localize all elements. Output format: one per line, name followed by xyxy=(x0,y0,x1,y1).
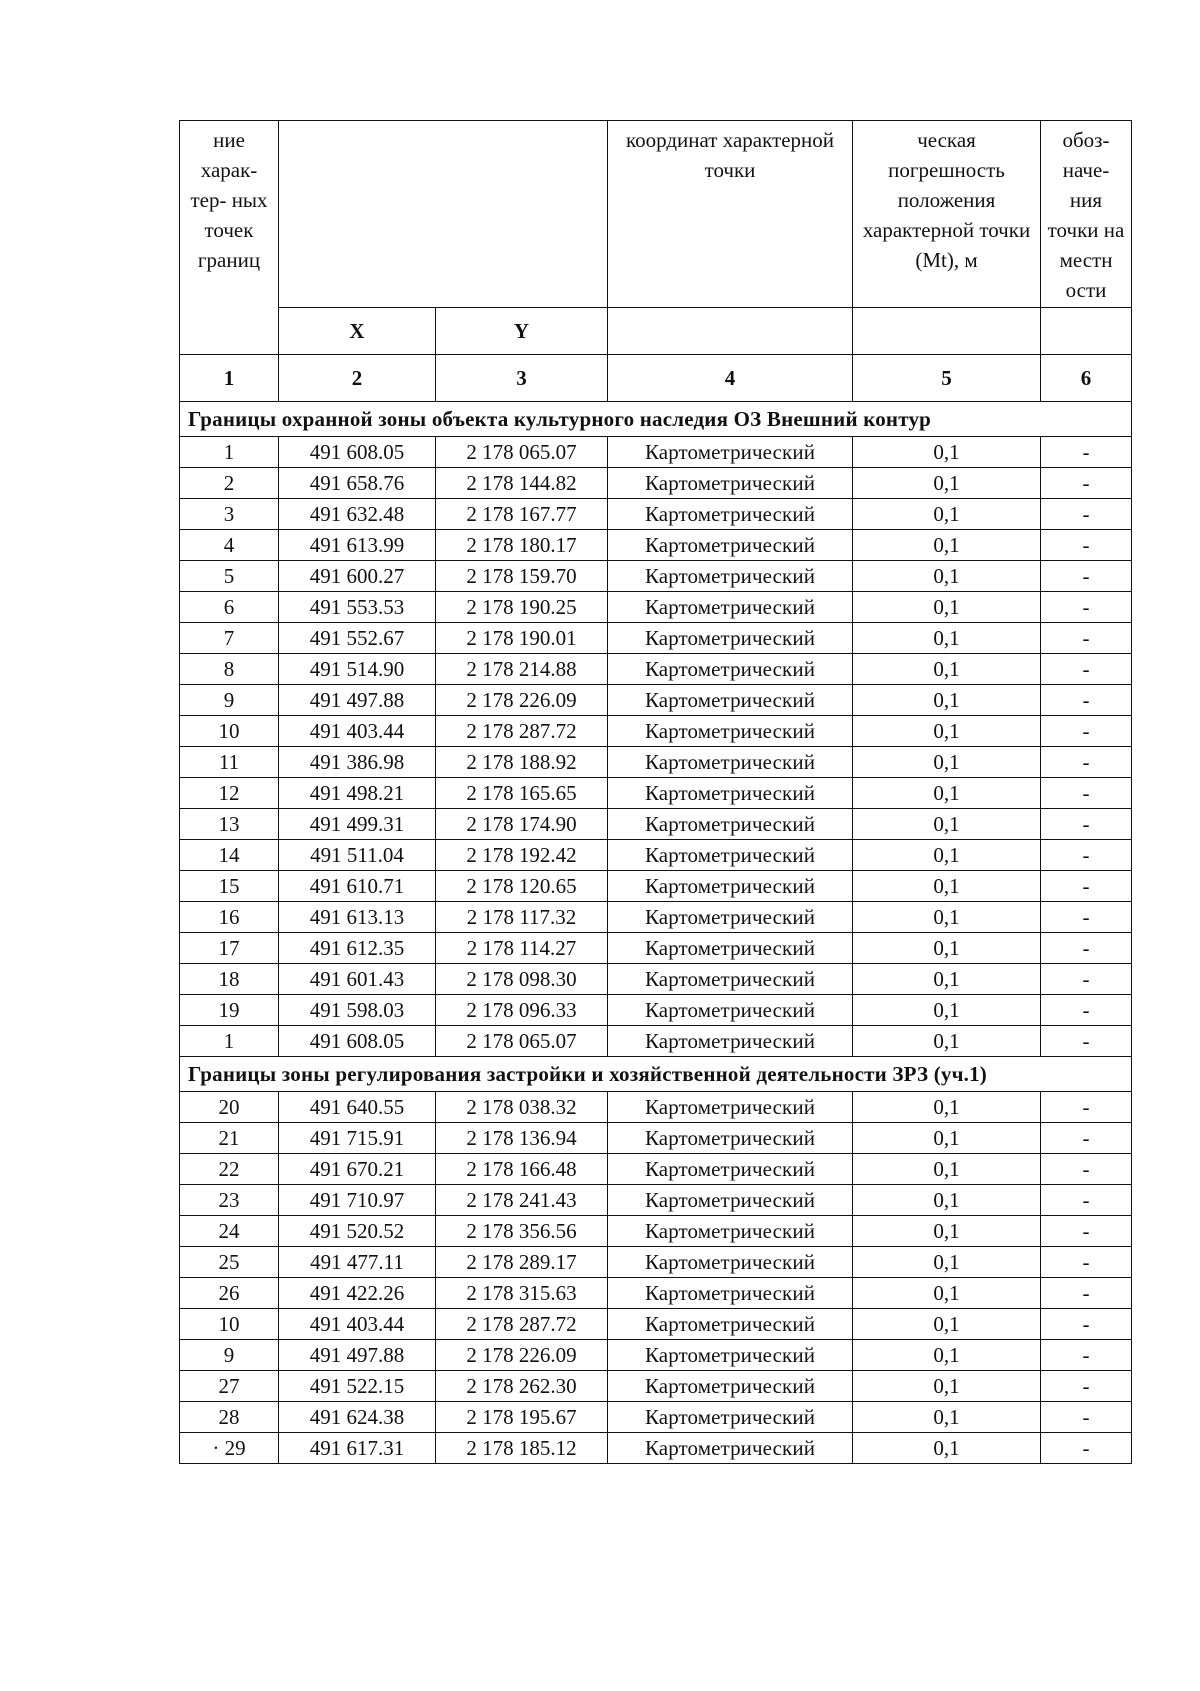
accuracy-cell: 0,1 xyxy=(853,840,1041,871)
y-coordinate-cell: 2 178 117.32 xyxy=(436,902,608,933)
marking-cell: - xyxy=(1041,809,1132,840)
point-number-cell: 12 xyxy=(180,778,279,809)
y-coordinate-cell: 2 178 226.09 xyxy=(436,685,608,716)
y-coordinate-cell: 2 178 226.09 xyxy=(436,1340,608,1371)
point-number-cell: 3 xyxy=(180,499,279,530)
table-row xyxy=(180,1123,1132,1154)
method-cell: Картометрический xyxy=(608,1402,853,1433)
marking-cell: - xyxy=(1041,1433,1132,1464)
point-number-cell: 17 xyxy=(180,933,279,964)
accuracy-cell: 0,1 xyxy=(853,530,1041,561)
method-cell: Картометрический xyxy=(608,964,853,995)
marking-cell: - xyxy=(1041,840,1132,871)
marking-cell: - xyxy=(1041,778,1132,809)
accuracy-cell: 0,1 xyxy=(853,964,1041,995)
point-number-cell: 23 xyxy=(180,1185,279,1216)
accuracy-cell: 0,1 xyxy=(853,561,1041,592)
point-number-cell: 2 xyxy=(180,468,279,499)
marking-cell: - xyxy=(1041,1185,1132,1216)
marking-cell: - xyxy=(1041,623,1132,654)
point-number-cell: 16 xyxy=(180,902,279,933)
point-number-cell: 19 xyxy=(180,995,279,1026)
method-cell: Картометрический xyxy=(608,902,853,933)
accuracy-cell: 0,1 xyxy=(853,623,1041,654)
x-coordinate-cell: 491 715.91 xyxy=(279,1123,436,1154)
accuracy-cell: 0,1 xyxy=(853,1185,1041,1216)
y-coordinate-cell: 2 178 190.01 xyxy=(436,623,608,654)
marking-cell: - xyxy=(1041,1402,1132,1433)
table-row xyxy=(180,1278,1132,1309)
accuracy-cell: 0,1 xyxy=(853,902,1041,933)
y-coordinate-cell: 2 178 174.90 xyxy=(436,809,608,840)
x-coordinate-cell: 491 386.98 xyxy=(279,747,436,778)
method-cell: Картометрический xyxy=(608,1340,853,1371)
table-row xyxy=(180,809,1132,840)
point-number-cell: 25 xyxy=(180,1247,279,1278)
table-row xyxy=(180,716,1132,747)
marking-cell: - xyxy=(1041,902,1132,933)
x-coordinate-cell: 491 600.27 xyxy=(279,561,436,592)
table-row xyxy=(180,1092,1132,1123)
point-number-cell: 28 xyxy=(180,1402,279,1433)
marking-cell: - xyxy=(1041,1247,1132,1278)
y-coordinate-cell: 2 178 159.70 xyxy=(436,561,608,592)
y-coordinate-cell: 2 178 166.48 xyxy=(436,1154,608,1185)
y-coordinate-cell: 2 178 165.65 xyxy=(436,778,608,809)
method-cell: Картометрический xyxy=(608,1278,853,1309)
y-coordinate-cell: 2 178 114.27 xyxy=(436,933,608,964)
table-row xyxy=(180,437,1132,468)
accuracy-cell: 0,1 xyxy=(853,1278,1041,1309)
y-coordinate-cell: 2 178 356.56 xyxy=(436,1216,608,1247)
accuracy-cell: 0,1 xyxy=(853,995,1041,1026)
header-marking: обоз- наче- ния точки на местн ости xyxy=(1041,121,1132,308)
marking-cell: - xyxy=(1041,1092,1132,1123)
table-row xyxy=(180,623,1132,654)
accuracy-cell: 0,1 xyxy=(853,747,1041,778)
point-number-cell: 4 xyxy=(180,530,279,561)
x-coordinate-cell: 491 522.15 xyxy=(279,1371,436,1402)
table-row xyxy=(180,654,1132,685)
y-coordinate-cell: 2 178 065.07 xyxy=(436,437,608,468)
table-row xyxy=(180,1340,1132,1371)
point-number-cell: 13 xyxy=(180,809,279,840)
accuracy-cell: 0,1 xyxy=(853,654,1041,685)
accuracy-cell: 0,1 xyxy=(853,1402,1041,1433)
y-coordinate-cell: 2 178 188.92 xyxy=(436,747,608,778)
x-coordinate-cell: 491 403.44 xyxy=(279,1309,436,1340)
point-number-cell: 10 xyxy=(180,1309,279,1340)
accuracy-cell: 0,1 xyxy=(853,1371,1041,1402)
x-coordinate-cell: 491 477.11 xyxy=(279,1247,436,1278)
marking-cell: - xyxy=(1041,1026,1132,1057)
accuracy-cell: 0,1 xyxy=(853,1026,1041,1057)
y-coordinate-cell: 2 178 214.88 xyxy=(436,654,608,685)
column-number: 3 xyxy=(436,355,608,402)
header-accuracy: ческая погрешность положения характерной точки (Mt), м xyxy=(853,121,1041,308)
table-row xyxy=(180,1026,1132,1057)
y-coordinate-cell: 2 178 120.65 xyxy=(436,871,608,902)
marking-cell: - xyxy=(1041,964,1132,995)
marking-cell: - xyxy=(1041,685,1132,716)
x-coordinate-cell: 491 610.71 xyxy=(279,871,436,902)
point-number-cell: 22 xyxy=(180,1154,279,1185)
x-coordinate-cell: 491 598.03 xyxy=(279,995,436,1026)
method-cell: Картометрический xyxy=(608,1026,853,1057)
table-row xyxy=(180,778,1132,809)
y-coordinate-cell: 2 178 287.72 xyxy=(436,716,608,747)
accuracy-cell: 0,1 xyxy=(853,1433,1041,1464)
y-coordinate-cell: 2 178 262.30 xyxy=(436,1371,608,1402)
table-row xyxy=(180,1185,1132,1216)
point-number-cell: 27 xyxy=(180,1371,279,1402)
method-cell: Картометрический xyxy=(608,592,853,623)
accuracy-cell: 0,1 xyxy=(853,592,1041,623)
accuracy-cell: 0,1 xyxy=(853,933,1041,964)
method-cell: Картометрический xyxy=(608,437,853,468)
column-number: 5 xyxy=(853,355,1041,402)
section-title: Границы зоны регулирования застройки и хозяйственной деятельности ЗРЗ (уч.1) xyxy=(180,1057,1132,1092)
x-coordinate-cell: 491 497.88 xyxy=(279,685,436,716)
x-coordinate-cell: 491 553.53 xyxy=(279,592,436,623)
point-number-cell: 20 xyxy=(180,1092,279,1123)
marking-cell: - xyxy=(1041,561,1132,592)
x-coordinate-cell: 491 658.76 xyxy=(279,468,436,499)
column-number-row xyxy=(180,355,1132,402)
accuracy-cell: 0,1 xyxy=(853,1123,1041,1154)
y-coordinate-cell: 2 178 289.17 xyxy=(436,1247,608,1278)
method-cell: Картометрический xyxy=(608,871,853,902)
point-number-cell: 26 xyxy=(180,1278,279,1309)
table-row xyxy=(180,1433,1132,1464)
accuracy-cell: 0,1 xyxy=(853,809,1041,840)
method-cell: Картометрический xyxy=(608,468,853,499)
table-row xyxy=(180,530,1132,561)
point-number-cell: 1 xyxy=(180,1026,279,1057)
y-coordinate-cell: 2 178 144.82 xyxy=(436,468,608,499)
point-number-cell: 11 xyxy=(180,747,279,778)
marking-cell: - xyxy=(1041,1309,1132,1340)
accuracy-cell: 0,1 xyxy=(853,1247,1041,1278)
point-number-cell: 10 xyxy=(180,716,279,747)
x-coordinate-cell: 491 497.88 xyxy=(279,1340,436,1371)
y-coordinate-cell: 2 178 136.94 xyxy=(436,1123,608,1154)
header-y: Y xyxy=(436,308,608,355)
point-number-cell: 7 xyxy=(180,623,279,654)
table-row xyxy=(180,1247,1132,1278)
method-cell: Картометрический xyxy=(608,654,853,685)
marking-cell: - xyxy=(1041,530,1132,561)
x-coordinate-cell: 491 624.38 xyxy=(279,1402,436,1433)
x-coordinate-cell: 491 601.43 xyxy=(279,964,436,995)
point-number-cell: 9 xyxy=(180,685,279,716)
x-coordinate-cell: 491 613.13 xyxy=(279,902,436,933)
x-coordinate-cell: 491 498.21 xyxy=(279,778,436,809)
accuracy-cell: 0,1 xyxy=(853,778,1041,809)
column-number: 2 xyxy=(279,355,436,402)
method-cell: Картометрический xyxy=(608,1216,853,1247)
section-title-row xyxy=(180,1057,1132,1092)
x-coordinate-cell: 491 608.05 xyxy=(279,437,436,468)
method-cell: Картометрический xyxy=(608,716,853,747)
point-number-cell: 18 xyxy=(180,964,279,995)
accuracy-cell: 0,1 xyxy=(853,1340,1041,1371)
y-coordinate-cell: 2 178 195.67 xyxy=(436,1402,608,1433)
x-coordinate-cell: 491 403.44 xyxy=(279,716,436,747)
accuracy-cell: 0,1 xyxy=(853,1092,1041,1123)
marking-cell: - xyxy=(1041,437,1132,468)
marking-cell: - xyxy=(1041,1123,1132,1154)
x-coordinate-cell: 491 422.26 xyxy=(279,1278,436,1309)
method-cell: Картометрический xyxy=(608,840,853,871)
header-blank-5 xyxy=(853,308,1041,355)
x-coordinate-cell: 491 520.52 xyxy=(279,1216,436,1247)
y-coordinate-cell: 2 178 192.42 xyxy=(436,840,608,871)
header-x: X xyxy=(279,308,436,355)
x-coordinate-cell: 491 670.21 xyxy=(279,1154,436,1185)
accuracy-cell: 0,1 xyxy=(853,468,1041,499)
marking-cell: - xyxy=(1041,747,1132,778)
x-coordinate-cell: 491 640.55 xyxy=(279,1092,436,1123)
point-number-cell: 21 xyxy=(180,1123,279,1154)
method-cell: Картометрический xyxy=(608,1247,853,1278)
x-coordinate-cell: 491 499.31 xyxy=(279,809,436,840)
header-xy-row xyxy=(180,308,1132,355)
table-row xyxy=(180,933,1132,964)
method-cell: Картометрический xyxy=(608,530,853,561)
section-title-row xyxy=(180,402,1132,437)
marking-cell: - xyxy=(1041,1371,1132,1402)
y-coordinate-cell: 2 178 185.12 xyxy=(436,1433,608,1464)
marking-cell: - xyxy=(1041,1340,1132,1371)
y-coordinate-cell: 2 178 180.17 xyxy=(436,530,608,561)
accuracy-cell: 0,1 xyxy=(853,1216,1041,1247)
accuracy-cell: 0,1 xyxy=(853,685,1041,716)
table-row xyxy=(180,1402,1132,1433)
column-number: 6 xyxy=(1041,355,1132,402)
marking-cell: - xyxy=(1041,499,1132,530)
table-row xyxy=(180,871,1132,902)
table-row xyxy=(180,1371,1132,1402)
y-coordinate-cell: 2 178 190.25 xyxy=(436,592,608,623)
y-coordinate-cell: 2 178 167.77 xyxy=(436,499,608,530)
x-coordinate-cell: 491 514.90 xyxy=(279,654,436,685)
method-cell: Картометрический xyxy=(608,499,853,530)
method-cell: Картометрический xyxy=(608,1371,853,1402)
y-coordinate-cell: 2 178 096.33 xyxy=(436,995,608,1026)
section-title: Границы охранной зоны объекта культурного наследия ОЗ Внешний контур xyxy=(180,402,1132,437)
marking-cell: - xyxy=(1041,933,1132,964)
marking-cell: - xyxy=(1041,654,1132,685)
y-coordinate-cell: 2 178 038.32 xyxy=(436,1092,608,1123)
method-cell: Картометрический xyxy=(608,1185,853,1216)
x-coordinate-cell: 491 710.97 xyxy=(279,1185,436,1216)
x-coordinate-cell: 491 608.05 xyxy=(279,1026,436,1057)
y-coordinate-cell: 2 178 065.07 xyxy=(436,1026,608,1057)
column-number: 4 xyxy=(608,355,853,402)
y-coordinate-cell: 2 178 287.72 xyxy=(436,1309,608,1340)
header-row xyxy=(180,121,1132,308)
method-cell: Картометрический xyxy=(608,933,853,964)
x-coordinate-cell: 491 552.67 xyxy=(279,623,436,654)
point-number-cell: 1 xyxy=(180,437,279,468)
accuracy-cell: 0,1 xyxy=(853,716,1041,747)
table-row xyxy=(180,499,1132,530)
point-number-cell: 5 xyxy=(180,561,279,592)
accuracy-cell: 0,1 xyxy=(853,871,1041,902)
marking-cell: - xyxy=(1041,468,1132,499)
table-row xyxy=(180,592,1132,623)
method-cell: Картометрический xyxy=(608,1123,853,1154)
method-cell: Картометрический xyxy=(608,1433,853,1464)
header-blank-6 xyxy=(1041,308,1132,355)
table-row xyxy=(180,561,1132,592)
point-number-cell: 6 xyxy=(180,592,279,623)
marking-cell: - xyxy=(1041,1278,1132,1309)
method-cell: Картометрический xyxy=(608,1092,853,1123)
point-number-cell: 14 xyxy=(180,840,279,871)
table-row xyxy=(180,1154,1132,1185)
marking-cell: - xyxy=(1041,716,1132,747)
method-cell: Картометрический xyxy=(608,1154,853,1185)
method-cell: Картометрический xyxy=(608,1309,853,1340)
method-cell: Картометрический xyxy=(608,995,853,1026)
marking-cell: - xyxy=(1041,592,1132,623)
marking-cell: - xyxy=(1041,871,1132,902)
point-number-cell: 24 xyxy=(180,1216,279,1247)
y-coordinate-cell: 2 178 098.30 xyxy=(436,964,608,995)
header-point-name: ние харак- тер- ных точек границ xyxy=(180,121,279,355)
x-coordinate-cell: 491 511.04 xyxy=(279,840,436,871)
point-number-cell: 8 xyxy=(180,654,279,685)
method-cell: Картометрический xyxy=(608,778,853,809)
accuracy-cell: 0,1 xyxy=(853,1154,1041,1185)
table-row xyxy=(180,685,1132,716)
method-cell: Картометрический xyxy=(608,685,853,716)
header-coordinates xyxy=(279,121,608,308)
y-coordinate-cell: 2 178 315.63 xyxy=(436,1278,608,1309)
y-coordinate-cell: 2 178 241.43 xyxy=(436,1185,608,1216)
x-coordinate-cell: 491 617.31 xyxy=(279,1433,436,1464)
table-row xyxy=(180,468,1132,499)
header-blank-4 xyxy=(608,308,853,355)
table-row xyxy=(180,995,1132,1026)
accuracy-cell: 0,1 xyxy=(853,437,1041,468)
column-number: 1 xyxy=(180,355,279,402)
point-number-cell: 15 xyxy=(180,871,279,902)
table-row xyxy=(180,1309,1132,1340)
x-coordinate-cell: 491 632.48 xyxy=(279,499,436,530)
accuracy-cell: 0,1 xyxy=(853,499,1041,530)
method-cell: Картометрический xyxy=(608,623,853,654)
table-row xyxy=(180,840,1132,871)
method-cell: Картометрический xyxy=(608,561,853,592)
header-method: координат характерной точки xyxy=(608,121,853,308)
marking-cell: - xyxy=(1041,1154,1132,1185)
table-row xyxy=(180,1216,1132,1247)
accuracy-cell: 0,1 xyxy=(853,1309,1041,1340)
table-row xyxy=(180,902,1132,933)
coordinates-table xyxy=(179,120,1132,1464)
table-row xyxy=(180,747,1132,778)
table-row xyxy=(180,964,1132,995)
method-cell: Картометрический xyxy=(608,809,853,840)
x-coordinate-cell: 491 612.35 xyxy=(279,933,436,964)
marking-cell: - xyxy=(1041,1216,1132,1247)
x-coordinate-cell: 491 613.99 xyxy=(279,530,436,561)
marking-cell: - xyxy=(1041,995,1132,1026)
point-number-cell: · 29 xyxy=(180,1433,279,1464)
method-cell: Картометрический xyxy=(608,747,853,778)
point-number-cell: 9 xyxy=(180,1340,279,1371)
